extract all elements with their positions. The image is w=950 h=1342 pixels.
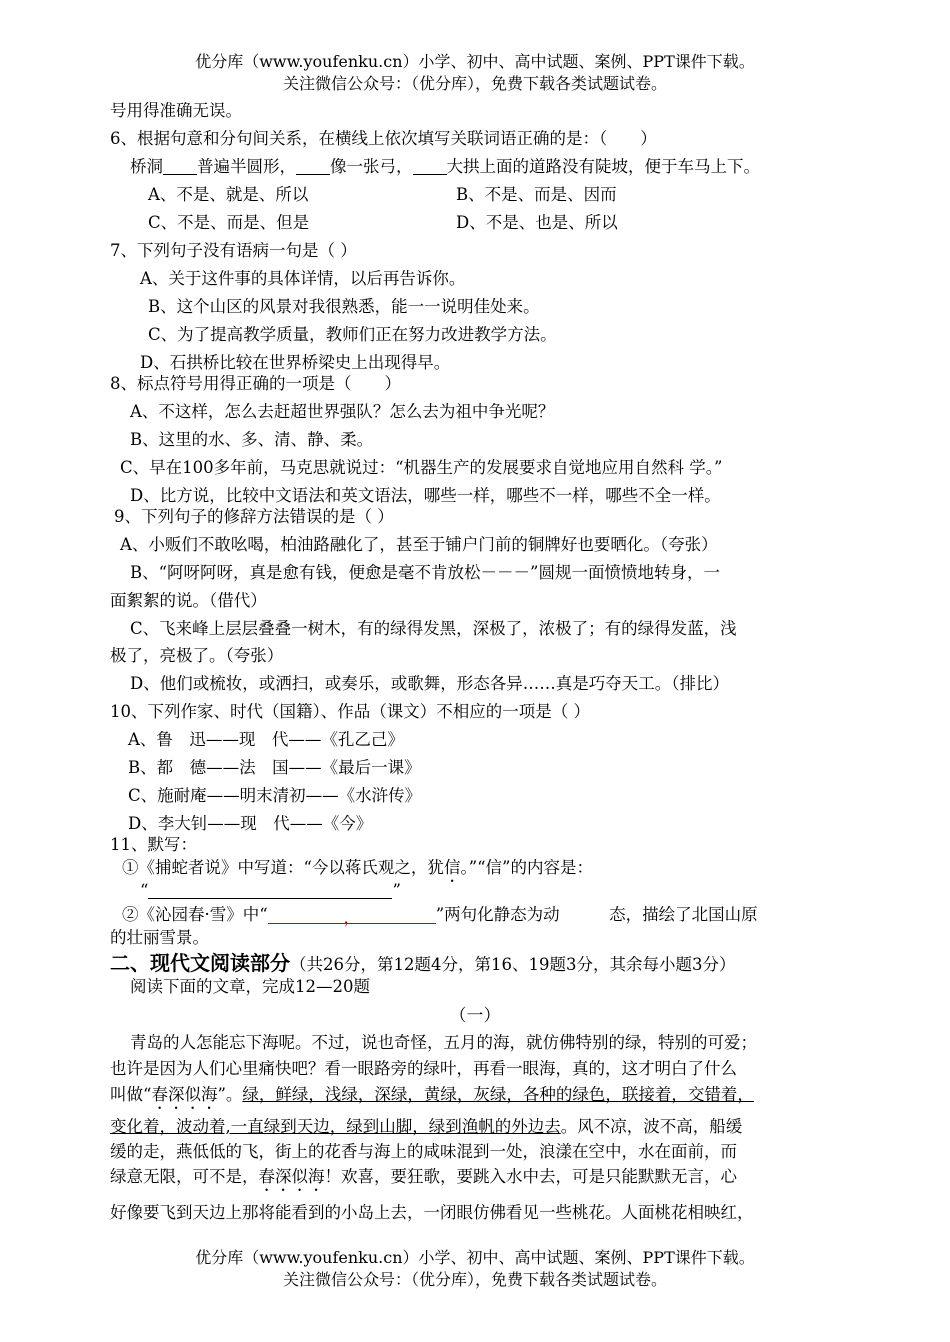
section2-title: 二、现代文阅读部分 — [110, 951, 290, 975]
q10-option-c: C、施耐庵——明末清初——《水浒传》 — [128, 786, 422, 805]
q9-option-c-line2: 极了，亮极了。（夸张） — [110, 646, 284, 665]
q10-option-d: D、李大钊——现 代——《今》 — [128, 814, 373, 833]
q8-option-b: B、这里的水、多、清、静、柔。 — [130, 430, 374, 449]
q11-part2-cont: 的壮丽雪景。 — [110, 928, 209, 947]
q6-option-d: D、不是、也是、所以 — [456, 213, 618, 232]
q6-stem: 6、根据句意和分句间关系，在横线上依次填写关联词语正确的是：（ ） — [110, 129, 657, 148]
emphasized-char: 信 — [443, 858, 461, 877]
q11-blank-2[interactable]: ， — [268, 907, 436, 924]
q6-blank-3[interactable] — [413, 158, 447, 175]
passage-part-label: （一） — [449, 1006, 501, 1026]
q6-sentence: 桥洞 普遍半圆形， 像一张弓， 大拱上面的道路没有陡坡，便于车马上下。 — [130, 157, 760, 176]
underlined-sentence-cont: 变化着，波动着,一直绿到天边，绿到山脚，绿到渔帆的外边去 — [110, 1117, 561, 1136]
q10-option-a: A、鲁 迅——现 代——《孔乙己》 — [128, 730, 404, 749]
q9-stem: 9、下列句子的修辞方法错误的是（ ） — [114, 507, 394, 526]
q10-stem: 10、下列作家、时代（国籍）、作品（课文）不相应的一项是（ ） — [110, 702, 590, 721]
emphasized-phrase: 春深似海 — [151, 1085, 218, 1104]
q8-option-d: D、比方说，比较中文语法和英文语法，哪些一样，哪些不一样，哪些不全一样。 — [130, 486, 721, 505]
q10-option-b: B、都 德——法 国——《最后一课》 — [128, 758, 421, 777]
q9-option-a: A、小贩们不敢吆喝，柏油路融化了，甚至于铺户门前的铜牌好也要晒化。（夸张） — [120, 535, 718, 554]
q9-option-c-line1: C、飞来峰上层层叠叠一树木，有的绿得发黑，深极了，浓极了；有的绿得发蓝，浅 — [130, 619, 737, 638]
q6-option-a: A、不是、就是、所以 — [148, 185, 309, 204]
q11-stem: 11、默写： — [110, 835, 197, 854]
q9-option-d: D、他们或梳妆，或洒扫，或奏乐，或歌舞，形态各异……真是巧夺天工。（排比） — [130, 674, 729, 693]
q11-part1-answer: “ ” — [140, 881, 401, 900]
passage-line-1: 青岛的人怎能忘下海呢。不过，说也奇怪，五月的海，就仿佛特别的绿，特别的可爱； — [130, 1033, 757, 1052]
section2-note: （共26分，第12题4分，第16、19题3分，其余每小题3分） — [290, 955, 736, 974]
passage-line-2: 也许是因为人们心里痛快吧？看一眼路旁的绿叶，再看一眼海，真的，这才明白了什么 — [110, 1059, 737, 1078]
q11-part1: ①《捕蛇者说》中写道：“今以蒋氏观之，犹信。”“信”的内容是： — [122, 858, 593, 877]
section2-heading — [110, 952, 735, 976]
q11-part2: ②《沁园春·雪》中“ ， ”两句化静态为动 态，描绘了北国山原 — [122, 905, 758, 927]
passage-line-6: 绿意无限，可不是，春深似海！欢喜，要狂歌，要跳入水中去，可是只能默默无言，心 — [110, 1167, 737, 1186]
section2-instruction: 阅读下面的文章，完成12—20题 — [130, 977, 370, 996]
q8-option-c: C、早在100多年前，马克思就说过：“机器生产的发展要求自觉地应用自然科 学。” — [120, 458, 723, 477]
q6-option-b: B、不是、而是、因而 — [456, 185, 617, 204]
q8-stem: 8、标点符号用得正确的一项是（ ） — [110, 374, 401, 393]
q7-option-c: C、为了提高教学质量，教师们正在努力改进教学方法。 — [148, 325, 557, 344]
q7-option-b: B、这个山区的风景对我很熟悉，能一一说明佳处来。 — [148, 297, 540, 316]
header-line-1: 优分库（www.youfenku.cn）小学、初中、高中试题、案例、PPT课件下载。 — [195, 52, 755, 71]
passage-line-7: 好像要飞到天边上那将能看到的小岛上去，一闭眼仿佛看见一些桃花。人面桃花相映红， — [110, 1203, 754, 1222]
carry-over-text: 号用得准确无误。 — [110, 101, 242, 120]
underlined-sentence: 绿，鲜绿，浅绿，深绿，黄绿，灰绿，各种的绿色，联接着，交错着， — [242, 1085, 754, 1104]
footer-line-2: 关注微信公众号：（优分库），免费下载各类试题试卷。 — [282, 1270, 667, 1289]
passage-line-5: 缓的走，燕低低的飞，街上的花香与海上的咸味混到一处，浪漾在空中，水在面前，而 — [110, 1142, 737, 1161]
header-line-2: 关注微信公众号：（优分库），免费下载各类试题试卷。 — [282, 74, 667, 93]
q6-blank-2[interactable] — [296, 158, 330, 175]
q6-option-c: C、不是、而是、但是 — [148, 213, 310, 232]
q9-option-b-line2: 面絮絮的说。（借代） — [110, 591, 267, 610]
q11-blank-1[interactable] — [148, 882, 392, 899]
q9-option-b-line1: B、“阿呀阿呀，真是愈有钱，便愈是毫不肯放松－－－”圆规一面愤愤地转身，一 — [130, 563, 720, 582]
q8-option-a: A、不这样，怎么去赶超世界强队？怎么去为祖中争光呢？ — [130, 402, 555, 421]
q7-option-d: D、石拱桥比较在世界桥梁史上出现得早。 — [140, 353, 451, 372]
q7-option-a: A、关于这件事的具体详情，以后再告诉你。 — [140, 269, 466, 288]
emphasized-phrase-2: 春深似海 — [258, 1167, 325, 1186]
q6-blank-1[interactable] — [163, 158, 197, 175]
footer-line-1: 优分库（www.youfenku.cn）小学、初中、高中试题、案例、PPT课件下载。 — [195, 1248, 755, 1267]
passage-line-3: 叫做“春深似海”。绿，鲜绿，浅绿，深绿，黄绿，灰绿，各种的绿色，联接着，交错着， — [110, 1085, 754, 1104]
passage-line-4: 变化着，波动着,一直绿到天边，绿到山脚，绿到渔帆的外边去。风不凉，波不高，船缓 — [110, 1117, 743, 1136]
q7-stem: 7、下列句子没有语病一句是（ ） — [110, 241, 357, 260]
